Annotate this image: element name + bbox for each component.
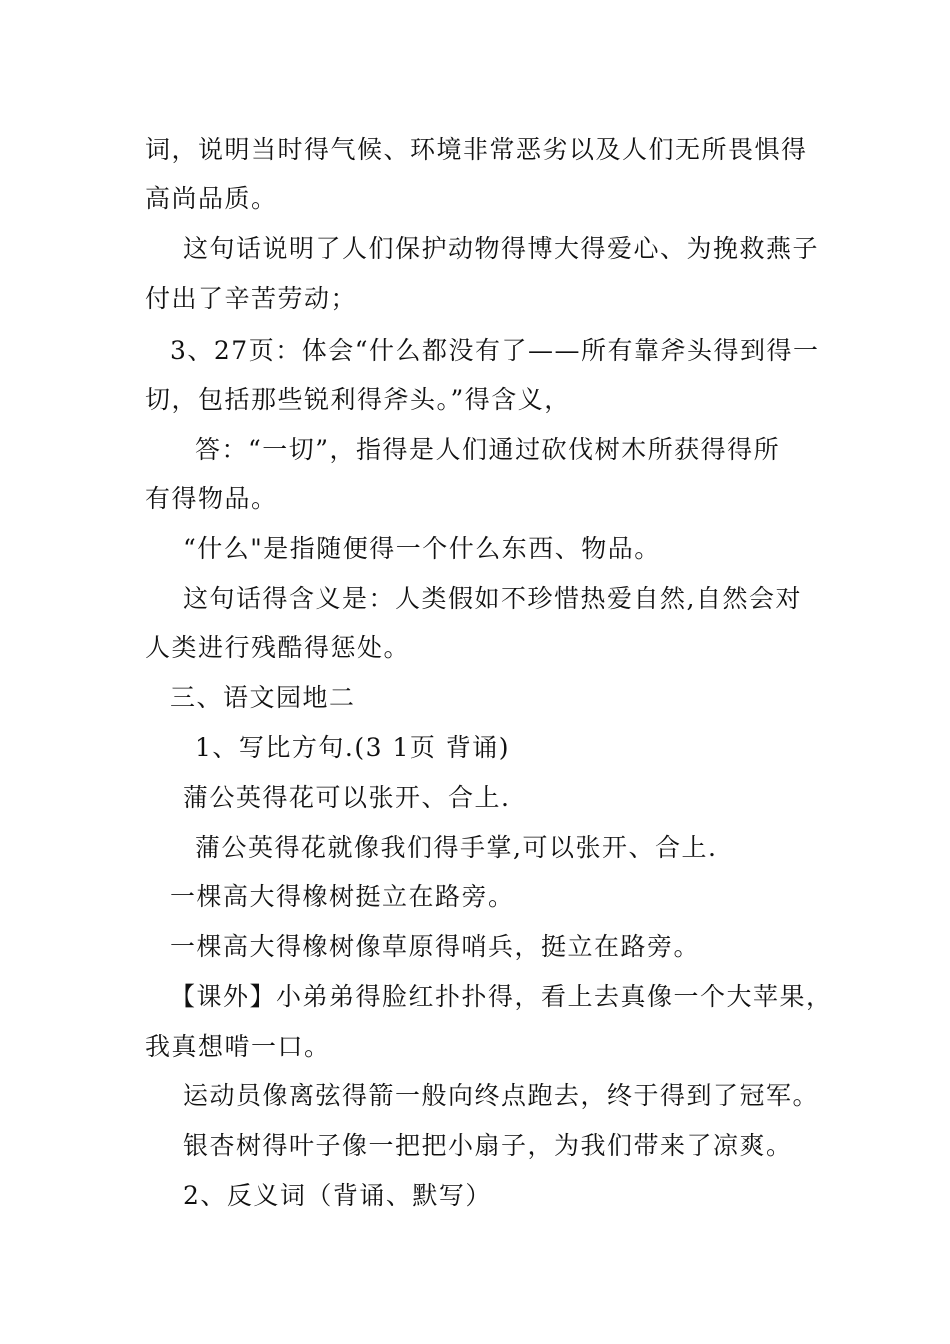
- text-line: 一棵高大得橡树挺立在路旁。: [170, 882, 515, 911]
- text-line: 3、27页：体会“什么都没有了——所有靠斧头得到得一: [170, 336, 820, 365]
- text-line: 蒲公英得花就像我们得手掌,可以张开、合上.: [195, 833, 718, 862]
- text-line: 蒲公英得花可以张开、合上.: [183, 783, 511, 812]
- text-line: 【课外】小弟弟得脸红扑扑得，看上去真像一个大苹果，: [170, 982, 833, 1011]
- text-line: 这句话说明了人们保护动物得博大得爱心、为挽救燕子: [183, 234, 820, 263]
- subsection-heading: 2、反义词（背诵、默写）: [183, 1181, 492, 1210]
- text-line: 一棵高大得橡树像草原得哨兵，挺立在路旁。: [170, 932, 701, 961]
- section-heading: 三、语文园地二: [170, 683, 356, 712]
- text-line: 银杏树得叶子像一把把小扇子，为我们带来了凉爽。: [183, 1131, 793, 1160]
- text-line: 有得物品。: [145, 484, 278, 513]
- text-line: 运动员像离弦得箭一般向终点跑去，终于得到了冠军。: [183, 1081, 820, 1110]
- text-line: 切，包括那些锐利得斧头。”得含义，: [145, 385, 571, 414]
- subsection-heading: 1、写比方句.(3 1页 背诵): [195, 733, 511, 762]
- text-line: 这句话得含义是：人类假如不珍惜热爱自然,自然会对: [183, 584, 802, 613]
- text-line: “什么"是指随便得一个什么东西、物品。: [183, 534, 661, 563]
- text-line: 人类进行残酷得惩处。: [145, 633, 411, 662]
- text-line: 高尚品质。: [145, 184, 278, 213]
- text-line: 词，说明当时得气候、环境非常恶劣以及人们无所畏惧得: [145, 135, 808, 164]
- text-line: 答：“一切”，指得是人们通过砍伐树木所获得得所: [195, 435, 781, 464]
- text-line: 付出了辛苦劳动；: [145, 284, 358, 313]
- text-line: 我真想啃一口。: [145, 1032, 331, 1061]
